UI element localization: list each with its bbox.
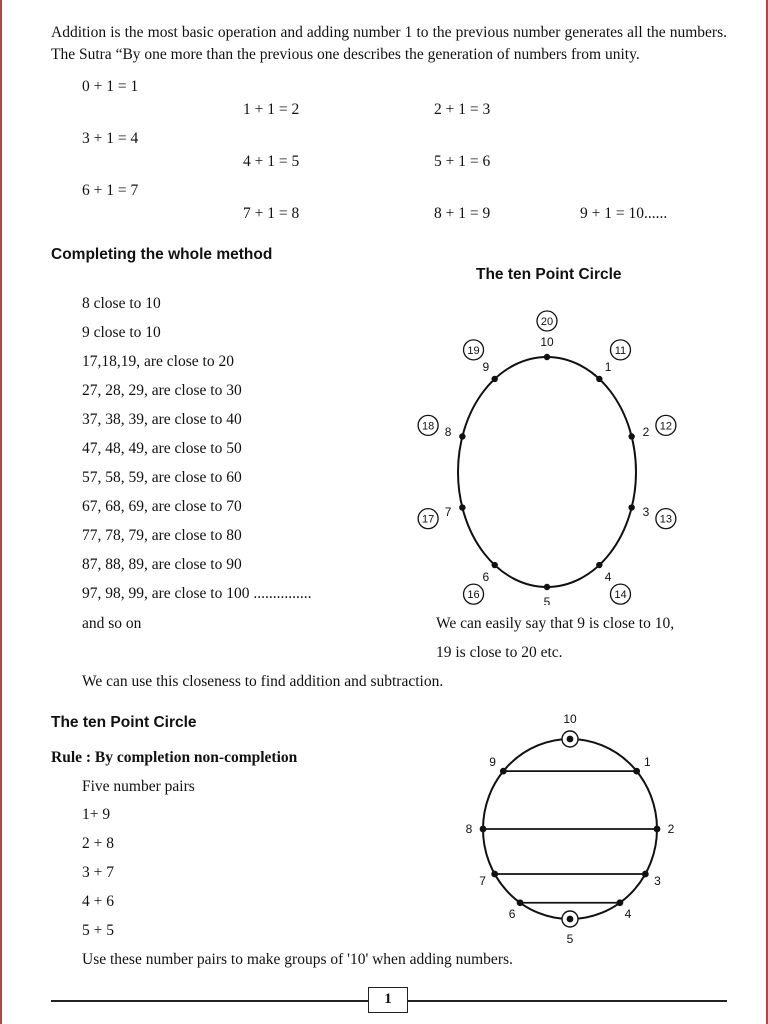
- pair-item: 2 + 8: [82, 835, 114, 852]
- footer-rule-right: [408, 1000, 727, 1002]
- point-number: 7: [479, 874, 486, 888]
- point-dot: [642, 871, 649, 878]
- circled-number: 18: [421, 420, 435, 433]
- closeness-text: We can use this closeness to find addition and subtraction.: [82, 673, 444, 690]
- list-item: 8 close to 10: [82, 295, 161, 312]
- point-number: 2: [642, 424, 650, 439]
- pair-item: 4 + 6: [82, 893, 114, 910]
- list-item: 9 close to 10: [82, 324, 161, 341]
- ten-point-circle-diagram: [400, 285, 700, 605]
- intro-paragraph: Addition is the most basic operation and adding number 1 to the previous number generates all the numbers. The Sutra “By one more than the previous one describes the generation of numbers from unity.: [51, 24, 727, 63]
- point-number: 10: [540, 335, 554, 349]
- point-dot: [567, 736, 574, 743]
- point-dot: [459, 504, 465, 510]
- equation: 3 + 1 = 4: [82, 130, 139, 147]
- equation: 0 + 1 = 1: [82, 78, 139, 95]
- point-number: 6: [482, 570, 490, 585]
- equation: 7 + 1 = 8: [243, 205, 300, 222]
- point-number: 10: [563, 712, 577, 726]
- equation: 6 + 1 = 7: [82, 182, 139, 199]
- point-number: 4: [604, 570, 612, 585]
- section-heading: The ten Point Circle: [51, 714, 197, 731]
- list-item: 17,18,19, are close to 20: [82, 353, 234, 370]
- circled-number: 19: [467, 344, 480, 357]
- use-text: Use these number pairs to make groups of '10' when adding numbers.: [82, 951, 513, 968]
- point-dot: [544, 354, 550, 360]
- pair-item: 3 + 7: [82, 864, 114, 881]
- number-pairs-circle-diagram: [440, 708, 700, 978]
- list-item: 67, 68, 69, are close to 70: [82, 498, 242, 515]
- list-item: 97, 98, 99, are close to 100 ...............: [82, 585, 312, 602]
- list-item: 87, 88, 89, are close to 90: [82, 556, 242, 573]
- point-dot: [491, 376, 497, 382]
- pairs-intro: Five number pairs: [82, 778, 195, 795]
- point-dot: [500, 768, 507, 775]
- list-item: 37, 38, 39, are close to 40: [82, 411, 242, 428]
- list-item: 47, 48, 49, are close to 50: [82, 440, 242, 457]
- circled-number: 17: [421, 513, 435, 526]
- point-dot: [617, 899, 624, 906]
- point-number: 8: [444, 424, 452, 439]
- point-dot: [491, 871, 498, 878]
- point-dot: [596, 562, 602, 568]
- circled-number: 13: [659, 513, 673, 526]
- point-number: 4: [624, 907, 632, 922]
- point-number: 1: [644, 755, 651, 770]
- point-dot: [491, 562, 497, 568]
- page-border-left: [0, 0, 2, 1024]
- circle-title: The ten Point Circle: [476, 266, 622, 283]
- point-number: 5: [543, 595, 551, 605]
- list-item: 27, 28, 29, are close to 30: [82, 382, 242, 399]
- point-number: 6: [508, 907, 516, 922]
- pair-item: 5 + 5: [82, 922, 114, 939]
- list-item: 77, 78, 79, are close to 80: [82, 527, 242, 544]
- footer-rule-left: [51, 1000, 368, 1002]
- point-dot: [517, 899, 524, 906]
- circle-outline: [458, 357, 636, 587]
- point-dot: [654, 826, 661, 833]
- circled-number: 11: [614, 344, 627, 357]
- and-so-on-text: and so on: [82, 615, 142, 632]
- equation: 1 + 1 = 2: [243, 101, 300, 118]
- circled-number: 16: [467, 589, 480, 602]
- point-number: 3: [642, 505, 650, 520]
- point-number: 1: [604, 359, 612, 374]
- rule-text: Rule : By completion non-completion: [51, 749, 298, 766]
- point-dot: [480, 826, 487, 833]
- point-dot: [544, 584, 550, 590]
- equation: 4 + 1 = 5: [243, 153, 300, 170]
- circle-caption: 19 is close to 20 etc.: [436, 644, 563, 661]
- circled-number: 12: [659, 420, 673, 433]
- circle-caption: We can easily say that 9 is close to 10,: [436, 615, 675, 632]
- circled-number: 14: [614, 589, 627, 602]
- point-number: 5: [566, 932, 574, 946]
- point-dot: [596, 376, 602, 382]
- circled-number: 20: [540, 316, 554, 328]
- point-number: 8: [465, 822, 473, 836]
- equation: 8 + 1 = 9: [434, 205, 491, 222]
- equation: 9 + 1 = 10......: [580, 205, 668, 222]
- point-number: 9: [489, 755, 496, 770]
- point-dot: [628, 504, 634, 510]
- section-heading: Completing the whole method: [51, 246, 273, 263]
- point-number: 2: [667, 822, 675, 836]
- equation: 2 + 1 = 3: [434, 101, 491, 118]
- point-number: 3: [654, 874, 661, 888]
- point-number: 7: [444, 505, 452, 520]
- point-dot: [633, 768, 640, 775]
- pair-item: 1+ 9: [82, 806, 111, 823]
- list-item: 57, 58, 59, are close to 60: [82, 469, 242, 486]
- page-number: 1: [368, 987, 408, 1013]
- equation: 5 + 1 = 6: [434, 153, 491, 170]
- point-dot: [628, 433, 634, 439]
- point-dot: [459, 433, 465, 439]
- point-number: 9: [482, 359, 490, 374]
- point-dot: [567, 916, 574, 923]
